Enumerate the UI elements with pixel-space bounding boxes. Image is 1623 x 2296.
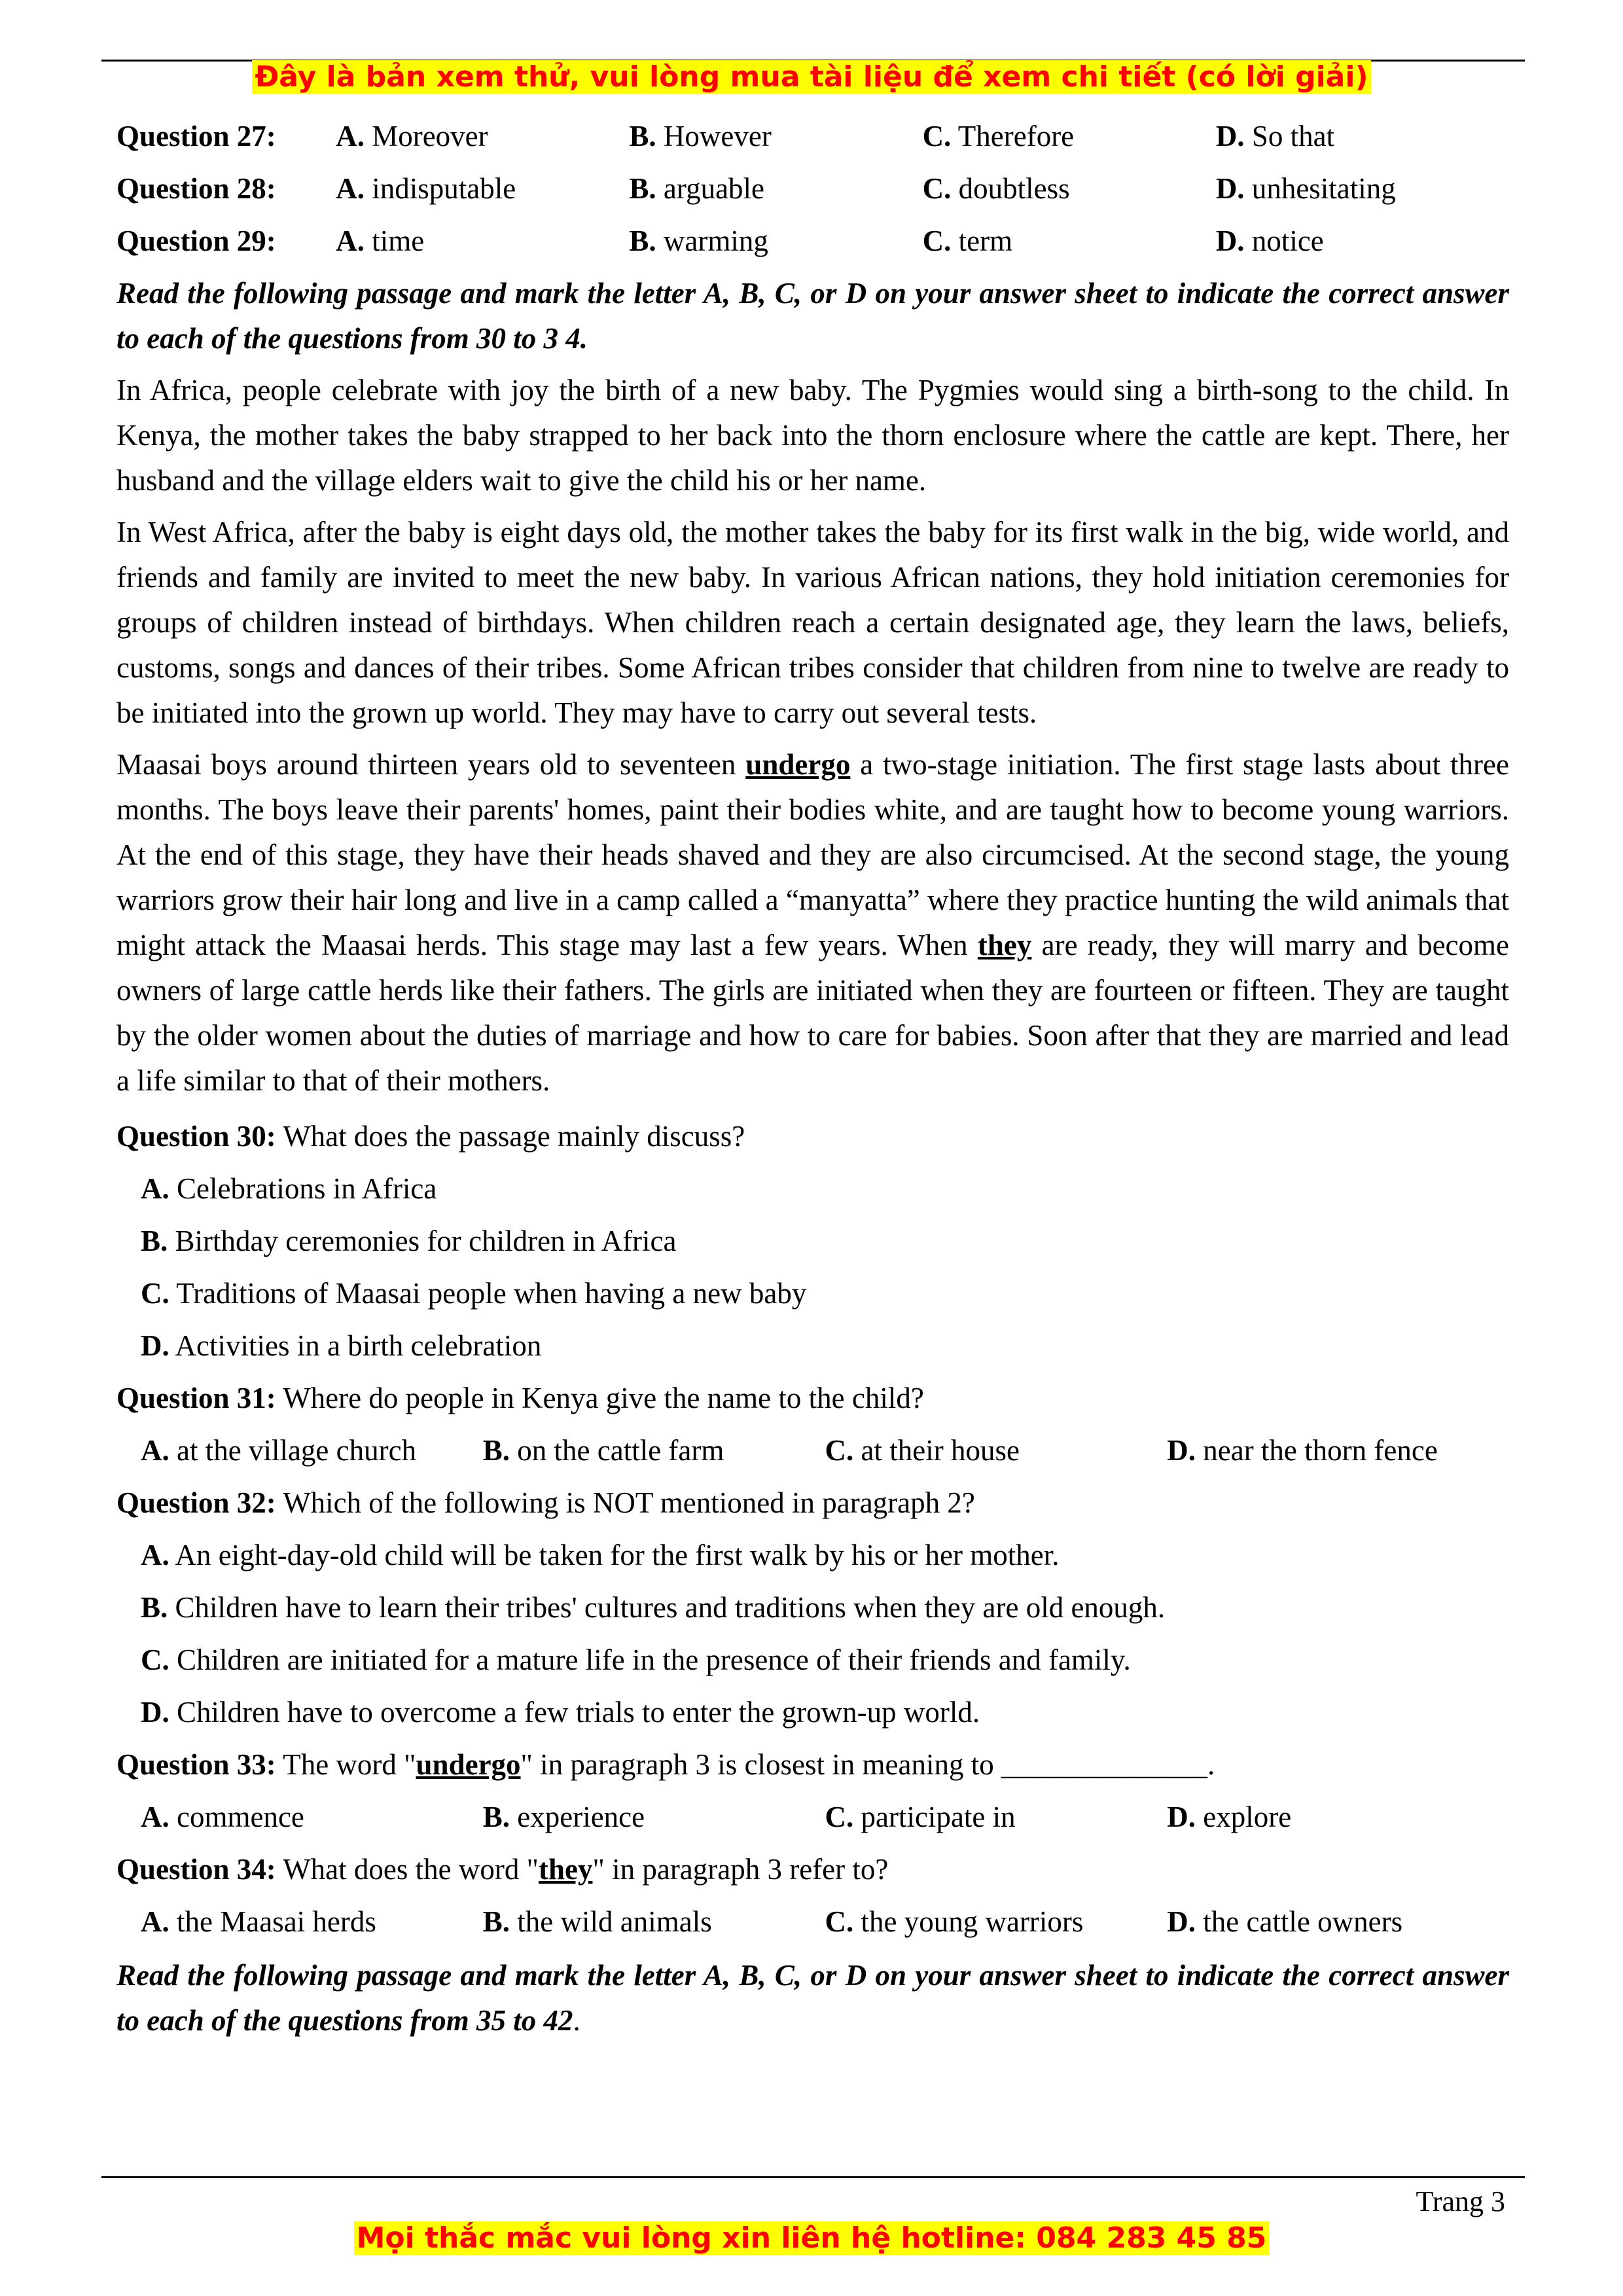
option-a: A. indisputable (336, 171, 516, 205)
option-c: C. Therefore (922, 119, 1075, 152)
passage-paragraph-2: In West Africa, after the baby is eight days old, the mother takes the baby for its first walk in the big, wide world, and friends and family are invited to meet the new baby. In various African nations, they hold initiation ceremonies for groups of children instead of birthdays. When children reach a certain designated age, they learn the laws, beliefs, customs, songs and dances of their tribes. Some African tribes consider that children from nine to twelve are ready to be initiated into the grown up world. They may have to carry out several tests. (116, 516, 1509, 729)
question-row-28 (116, 162, 1509, 215)
option-d: D. unhesitating (1215, 171, 1396, 205)
q30-option-d: D. Activities in a birth celebration (141, 1329, 542, 1362)
q30-option-b: B. Birthday ceremonies for children in Africa (141, 1225, 677, 1257)
q34-option-a: A. the Maasai herds (141, 1905, 376, 1938)
q32-option-a: A. An eight-day-old child will be taken for the first walk by his or her mother. (141, 1539, 1060, 1571)
question-32: Question 32: Which of the following is NOT mentioned in paragraph 2? (116, 1486, 975, 1519)
option-b: B. arguable (629, 171, 765, 205)
question-33: Question 33: The word "undergo" in paragraph 3 is closest in meaning to ______________. (116, 1748, 1215, 1781)
option-d: D. notice (1215, 224, 1324, 257)
question-label: Question 28: (116, 171, 276, 205)
passage-paragraph-3: Maasai boys around thirteen years old to seventeen undergo a two-stage initiation. The first stage lasts about three months. The boys leave their parents' homes, paint their bodies white, and are taught how to become young warriors. At the end of this stage, they have their heads shaved and they are also circumcised. At the second stage, the young warriors grow their hair long and live in a camp called a “manyatta” where they practice hunting the wild animals that might attack the Maasai herds. This stage may last a few years. When they are ready, they will marry and become owners of large cattle herds like their fathers. The girls are initiated when they are fourteen or fifteen. They are taught by the older women about the duties of marriage and how to care for babies. Soon after that they are married and lead a life similar to that of their mothers. (116, 748, 1510, 1097)
hotline-banner-text: Mọi thắc mắc vui lòng xin liên hệ hotline: 084 283 45 85 (354, 2221, 1270, 2255)
q33-option-b: B. experience (482, 1800, 645, 1833)
question-31: Question 31: Where do people in Kenya give the name to the child? (116, 1382, 924, 1414)
q30-option-a: A. Celebrations in Africa (141, 1172, 437, 1205)
highlighted-word-undergo: undergo (745, 748, 851, 781)
option-b: B. However (629, 119, 772, 152)
preview-banner (0, 60, 1623, 94)
page-content (116, 110, 1509, 2050)
question-label: Question 29: (116, 224, 276, 257)
option-a: A. time (336, 224, 425, 257)
question-row-27 (116, 110, 1509, 162)
preview-banner-text: Đây là bản xem thử, vui lòng mua tài liệu để xem chi tiết (có lời giải) (252, 60, 1370, 94)
q32-option-b: B. Children have to learn their tribes' cultures and traditions when they are old enough. (141, 1591, 1166, 1624)
q31-options (116, 1424, 1509, 1477)
q32-option-c: C. Children are initiated for a mature life in the presence of their friends and family. (141, 1643, 1131, 1676)
q31-option-c: C. at their house (825, 1433, 1020, 1467)
option-c: C. doubtless (922, 171, 1070, 205)
q30-option-c: C. Traditions of Maasai people when having a new baby (141, 1277, 807, 1310)
footer-rule (101, 2176, 1525, 2178)
q34-option-b: B. the wild animals (482, 1905, 712, 1938)
q34-options (116, 1895, 1509, 1948)
hotline-banner (0, 2221, 1623, 2255)
q33-options (116, 1791, 1509, 1843)
option-b: B. warming (629, 224, 768, 257)
option-d: D. So that (1215, 119, 1335, 152)
passage-paragraph-1: In Africa, people celebrate with joy the birth of a new baby. The Pygmies would sing a birth-song to the child. In Kenya, the mother takes the baby strapped to her back into the thorn enclosure where the cattle are kept. There, her husband and the village elders wait to give the child his or her name. (116, 374, 1509, 497)
q32-option-d: D. Children have to overcome a few trials to enter the grown-up world. (141, 1696, 980, 1729)
question-30: Question 30: What does the passage mainly discuss? (116, 1120, 745, 1153)
q34-option-d: D. the cattle owners (1167, 1905, 1403, 1938)
page-number: Trang 3 (1416, 2185, 1505, 2217)
option-c: C. term (922, 224, 1013, 257)
q33-option-d: D. explore (1167, 1800, 1292, 1833)
option-a: A. Moreover (336, 119, 488, 152)
highlighted-word-they: they (977, 929, 1032, 961)
question-row-29 (116, 215, 1509, 267)
instruction-35-42: Read the following passage and mark the letter A, B, C, or D on your answer sheet to indicate the correct answer to each of the questions from 35 to 42. (116, 1959, 1509, 2037)
question-label: Question 27: (116, 119, 276, 152)
q33-option-a: A. commence (141, 1800, 304, 1833)
instruction-30-34: Read the following passage and mark the letter A, B, C, or D on your answer sheet to indicate the correct answer to each of the questions from 30 to 3 4. (116, 277, 1509, 355)
q31-option-a: A. at the village church (141, 1433, 417, 1467)
question-34: Question 34: What does the word "they" in paragraph 3 refer to? (116, 1853, 889, 1886)
q33-option-c: C. participate in (825, 1800, 1016, 1833)
q31-option-d: D. near the thorn fence (1167, 1433, 1438, 1467)
q34-option-c: C. the young warriors (825, 1905, 1084, 1938)
q31-option-b: B. on the cattle farm (482, 1433, 724, 1467)
